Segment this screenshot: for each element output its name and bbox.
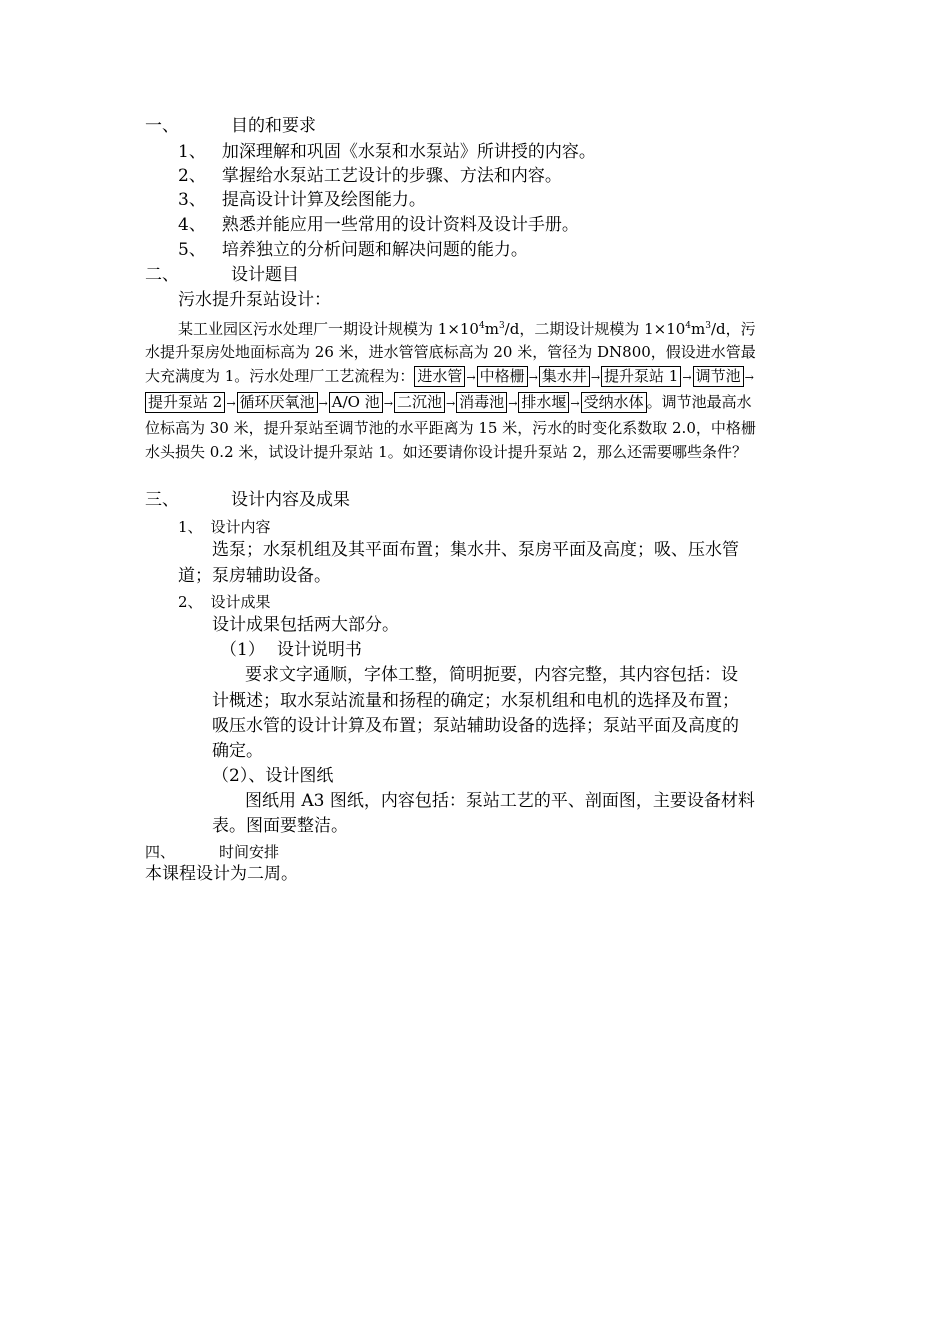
- flow-step: A/O 池: [329, 392, 383, 413]
- arrow-icon: →: [383, 397, 393, 410]
- part-1-text-3: 吸压水管的设计计算及布置；泵站辅助设备的选择；泵站平面及高度的: [212, 716, 739, 736]
- text: /d，污: [711, 320, 756, 338]
- section-3-heading: [145, 488, 350, 512]
- part-2-text-1: 图纸用 A3 图纸，内容包括：泵站工艺的平、剖面图，主要设备材料: [245, 791, 755, 811]
- goal-item: [178, 188, 426, 212]
- section-number: 二、: [145, 265, 179, 285]
- item-number: 2、: [178, 593, 203, 611]
- flow-step: 提升泵站 1: [601, 366, 681, 387]
- arrow-icon: →: [682, 371, 692, 384]
- text: /d，二期设计规模为 1×10: [504, 320, 686, 338]
- part-2-text-2: 表。图面要整洁。: [212, 816, 348, 836]
- goal-item: [178, 164, 562, 188]
- item-title: 设计说明书: [276, 640, 362, 660]
- flow-step: 中格栅: [477, 366, 528, 387]
- arrow-icon: →: [508, 397, 518, 410]
- flow-step: 二沉池: [394, 392, 445, 413]
- goal-number: 5、: [178, 240, 206, 260]
- topic-line-4: [145, 390, 752, 416]
- flow-step: 受纳水体: [581, 392, 647, 413]
- arrow-icon: →: [318, 397, 328, 410]
- text: 某工业园区污水处理厂一期设计规模为 1×10: [178, 320, 479, 338]
- goal-item: [178, 213, 579, 237]
- goal-text: 熟悉并能应用一些常用的设计资料及设计手册。: [221, 215, 579, 235]
- item-number: （1）: [220, 640, 265, 660]
- goal-text: 培养独立的分析问题和解决问题的能力。: [221, 240, 528, 260]
- text: 大充满度为 1。污水处理厂工艺流程为：: [145, 367, 415, 385]
- topic-line-2: 水提升泵房处地面标高为 26 米，进水管管底标高为 20 米，管径为 DN800，假设进水管最: [145, 343, 756, 361]
- item-title: 设计内容: [210, 518, 271, 536]
- goal-number: 1、: [178, 142, 206, 162]
- content-2-heading: [178, 590, 271, 614]
- arrow-icon: →: [528, 371, 538, 384]
- goal-item: [178, 140, 596, 164]
- goal-text: 提高设计计算及绘图能力。: [221, 190, 426, 210]
- topic-line-1: [178, 314, 756, 341]
- item-title: 设计图纸: [265, 766, 334, 786]
- section-number: 四、: [145, 843, 176, 861]
- superscript: 3: [498, 321, 505, 331]
- item-title: 设计成果: [210, 593, 271, 611]
- arrow-icon: →: [570, 397, 580, 410]
- flow-step: 循环厌氧池: [237, 392, 318, 413]
- section-2-heading: [145, 263, 299, 287]
- goal-text: 掌握给水泵站工艺设计的步骤、方法和内容。: [221, 166, 562, 186]
- item-number: （2）、: [212, 766, 266, 786]
- content-1-text-1: 选泵；水泵机组及其平面布置；集水井、泵房平面及高度；吸、压水管: [212, 540, 739, 560]
- topic-subtitle: 污水提升泵站设计：: [178, 290, 331, 310]
- flow-step: 消毒池: [456, 392, 507, 413]
- arrow-icon: →: [466, 371, 476, 384]
- topic-line-5: 位标高为 30 米，提升泵站至调节池的水平距离为 15 米，污水的时变化系数取 2.0，中格栅: [145, 419, 756, 437]
- schedule-text: 本课程设计为二周。: [145, 864, 298, 884]
- arrow-icon: →: [445, 397, 456, 410]
- arrow-icon: →: [590, 371, 601, 384]
- superscript: 4: [478, 321, 485, 331]
- item-number: 1、: [178, 518, 203, 536]
- goal-text: 加深理解和巩固《水泵和水泵站》所讲授的内容。: [221, 142, 596, 162]
- flow-step: 集水井: [539, 366, 590, 387]
- superscript: 3: [705, 321, 711, 331]
- content-2-intro: 设计成果包括两大部分。: [212, 615, 399, 635]
- goal-number: 3、: [178, 190, 206, 210]
- text: m: [484, 320, 499, 338]
- goal-number: 4、: [178, 215, 206, 235]
- goal-item: [178, 238, 528, 262]
- section-4-heading: [145, 840, 279, 864]
- part-1-text-1: 要求文字通顺，字体工整，简明扼要，内容完整，其内容包括：设: [245, 665, 738, 685]
- section-title: 设计内容及成果: [231, 490, 350, 510]
- content-1-heading: [178, 515, 271, 539]
- section-1-heading: [145, 114, 316, 138]
- flow-step: 进水管: [414, 366, 465, 387]
- flow-step: 提升泵站 2: [145, 392, 225, 413]
- arrow-icon: →: [744, 371, 754, 384]
- section-title: 设计题目: [231, 265, 299, 285]
- flow-step: 排水堰: [518, 392, 569, 413]
- topic-line-3: [145, 364, 755, 390]
- superscript: 4: [685, 321, 692, 331]
- text: 。调节池最高水: [646, 393, 752, 411]
- part-1-heading: [220, 637, 362, 663]
- section-title: 时间安排: [219, 843, 280, 861]
- part-1-text-2: 计概述；取水泵站流量和扬程的确定；水泵机组和电机的选择及布置；: [212, 691, 739, 711]
- section-number: 一、: [145, 116, 179, 136]
- arrow-icon: →: [226, 397, 236, 410]
- part-2-heading: [212, 763, 333, 789]
- text: m: [691, 320, 706, 338]
- part-1-text-4: 确定。: [212, 741, 263, 761]
- flow-step: 调节池: [693, 366, 744, 387]
- goal-number: 2、: [178, 166, 206, 186]
- section-number: 三、: [145, 490, 179, 510]
- section-title: 目的和要求: [231, 116, 316, 136]
- content-1-text-2: 道；泵房辅助设备。: [178, 566, 331, 586]
- topic-line-6: 水头损失 0.2 米，试设计提升泵站 1。如还要请你设计提升泵站 2，那么还需要哪些条件？: [145, 443, 748, 461]
